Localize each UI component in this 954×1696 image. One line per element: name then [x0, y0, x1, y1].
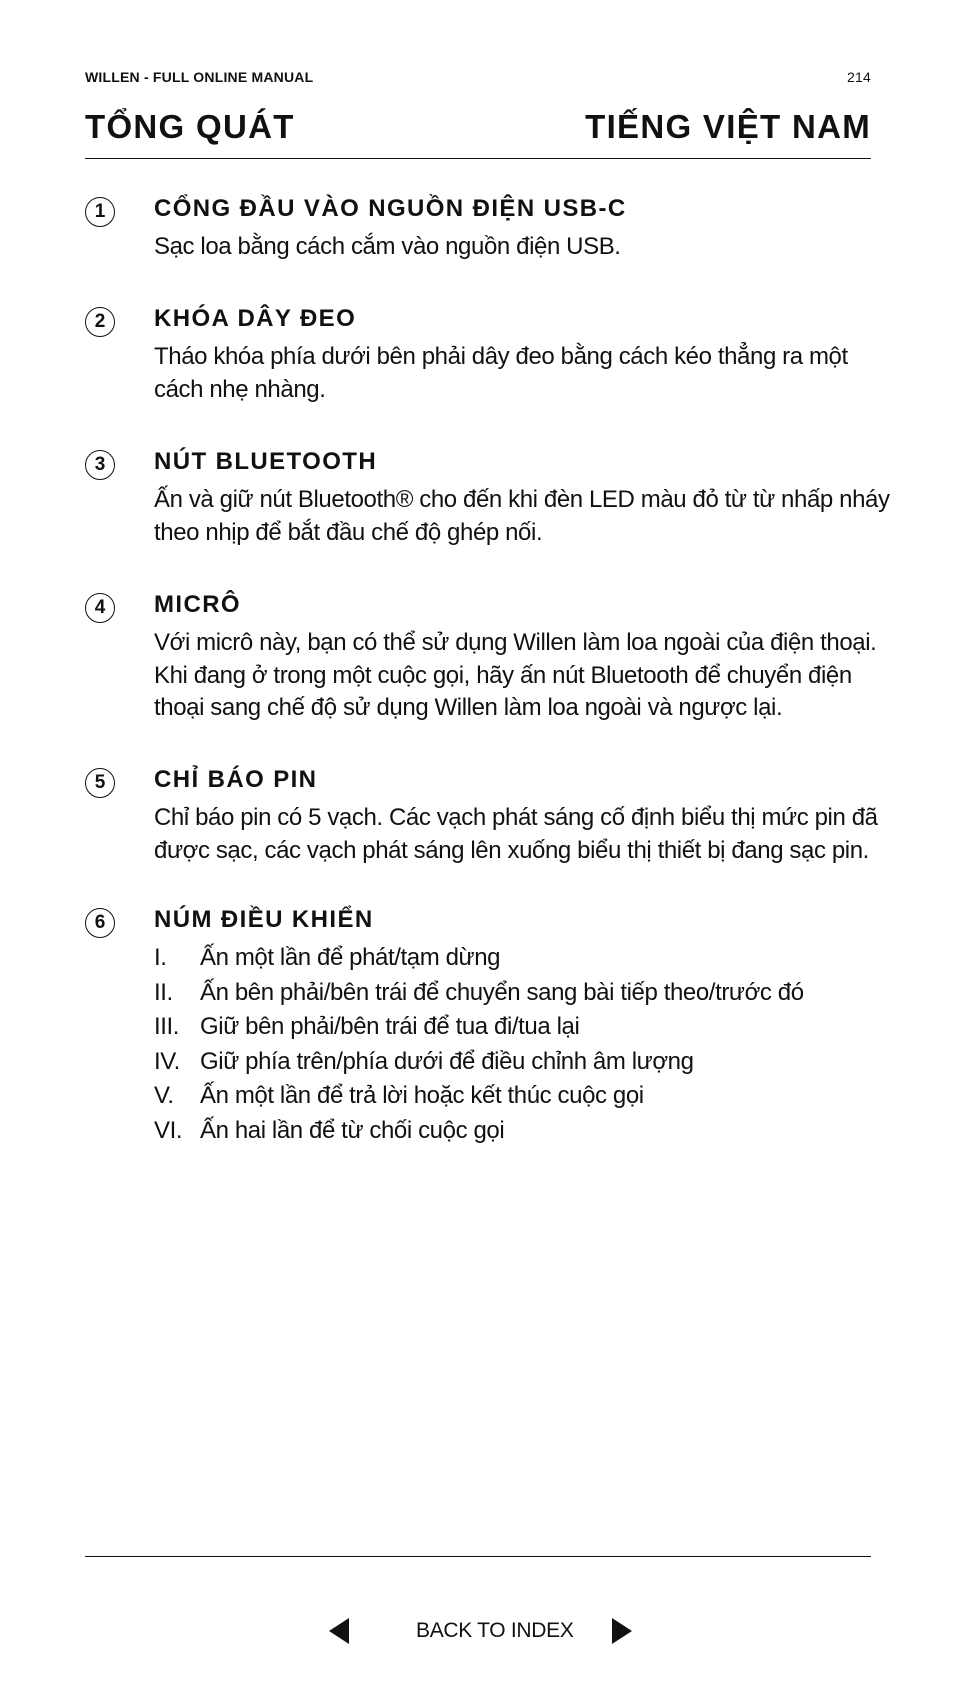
list-item-number: V.: [154, 1082, 174, 1109]
list-item-number: I.: [154, 944, 167, 971]
body-line: Sạc loa bằng cách cắm vào nguồn điện USB.: [154, 233, 621, 260]
section-title: NÚT BLUETOOTH: [154, 448, 378, 475]
list-item-number: III.: [154, 1013, 180, 1040]
triangle-right-icon[interactable]: [612, 1618, 632, 1644]
section-body: [154, 341, 871, 406]
list-item-text: Giữ bên phải/bên trái để tua đi/tua lại: [200, 1013, 580, 1040]
footer-nav: [0, 1616, 954, 1646]
running-header: [85, 69, 871, 85]
section-number-circle: 5: [85, 768, 115, 798]
list-item: [154, 1114, 871, 1149]
body-line: Tháo khóa phía dưới bên phải dây đeo bằng cách kéo thẳng ra một: [154, 343, 848, 370]
section-title: MICRÔ: [154, 591, 241, 618]
list-item: [154, 1045, 871, 1080]
body-line: Ấn và giữ nút Bluetooth® cho đến khi đèn LED màu đỏ từ từ nhấp nháy: [154, 486, 890, 513]
top-divider: [85, 158, 871, 159]
section-title: CỔNG ĐẦU VÀO NGUỒN ĐIỆN USB-C: [154, 195, 627, 222]
section-number-circle: 3: [85, 450, 115, 480]
bottom-divider: [85, 1556, 871, 1557]
list-item: [154, 941, 871, 976]
body-line: Với micrô này, bạn có thể sử dụng Willen làm loa ngoài của điện thoại.: [154, 629, 877, 656]
section-title: NÚM ĐIỀU KHIỂN: [154, 906, 374, 933]
list-item: [154, 1010, 871, 1045]
section-number-circle: 6: [85, 908, 115, 938]
language-title: TIẾNG VIỆT NAM: [585, 108, 871, 145]
list-item: [154, 1079, 871, 1114]
section-number-circle: 4: [85, 593, 115, 623]
list-item-text: Ấn một lần để trả lời hoặc kết thúc cuộc gọi: [200, 1082, 644, 1109]
section-title: CHỈ BÁO PIN: [154, 766, 318, 793]
body-line: cách nhẹ nhàng.: [154, 375, 326, 403]
control-list: [154, 941, 871, 1148]
body-line: thoại sang chế độ sử dụng Willen làm loa ngoài và ngược lại.: [154, 694, 783, 721]
page-title: TỔNG QUÁT: [85, 108, 295, 145]
section-body: [154, 484, 890, 549]
page-number: 214: [847, 69, 871, 85]
list-item-number: IV.: [154, 1047, 180, 1075]
list-item-number: II.: [154, 978, 173, 1006]
list-item-text: Ấn một lần để phát/tạm dừng: [200, 944, 501, 971]
section-number-circle: 1: [85, 197, 115, 227]
list-item-number: VI.: [154, 1116, 183, 1144]
section-number-circle: 2: [85, 307, 115, 337]
section-body: [154, 231, 871, 264]
body-line: theo nhịp để bắt đầu chế độ ghép nối.: [154, 518, 543, 546]
section-body: [154, 802, 878, 867]
list-item-text: Giữ phía trên/phía dưới để điều chỉnh âm lượng: [200, 1047, 694, 1075]
body-line: Chỉ báo pin có 5 vạch. Các vạch phát sáng cố định biểu thị mức pin đã: [154, 804, 878, 831]
back-to-index-link[interactable]: BACK TO INDEX: [416, 1619, 574, 1642]
body-line: Khi đang ở trong một cuộc gọi, hãy ấn nút Bluetooth để chuyển điện: [154, 661, 852, 689]
section-title: KHÓA DÂY ĐEO: [154, 305, 357, 332]
doc-title: WILLEN - FULL ONLINE MANUAL: [85, 69, 314, 85]
page-title-row: [85, 108, 871, 146]
triangle-left-icon[interactable]: [329, 1618, 349, 1644]
list-item: [154, 976, 871, 1011]
section-body: [154, 627, 877, 725]
list-item-text: Ấn bên phải/bên trái để chuyển sang bài tiếp theo/trước đó: [200, 978, 804, 1006]
list-item-text: Ấn hai lần để từ chối cuộc gọi: [200, 1116, 505, 1144]
body-line: được sạc, các vạch phát sáng lên xuống biểu thị thiết bị đang sạc pin.: [154, 836, 869, 864]
